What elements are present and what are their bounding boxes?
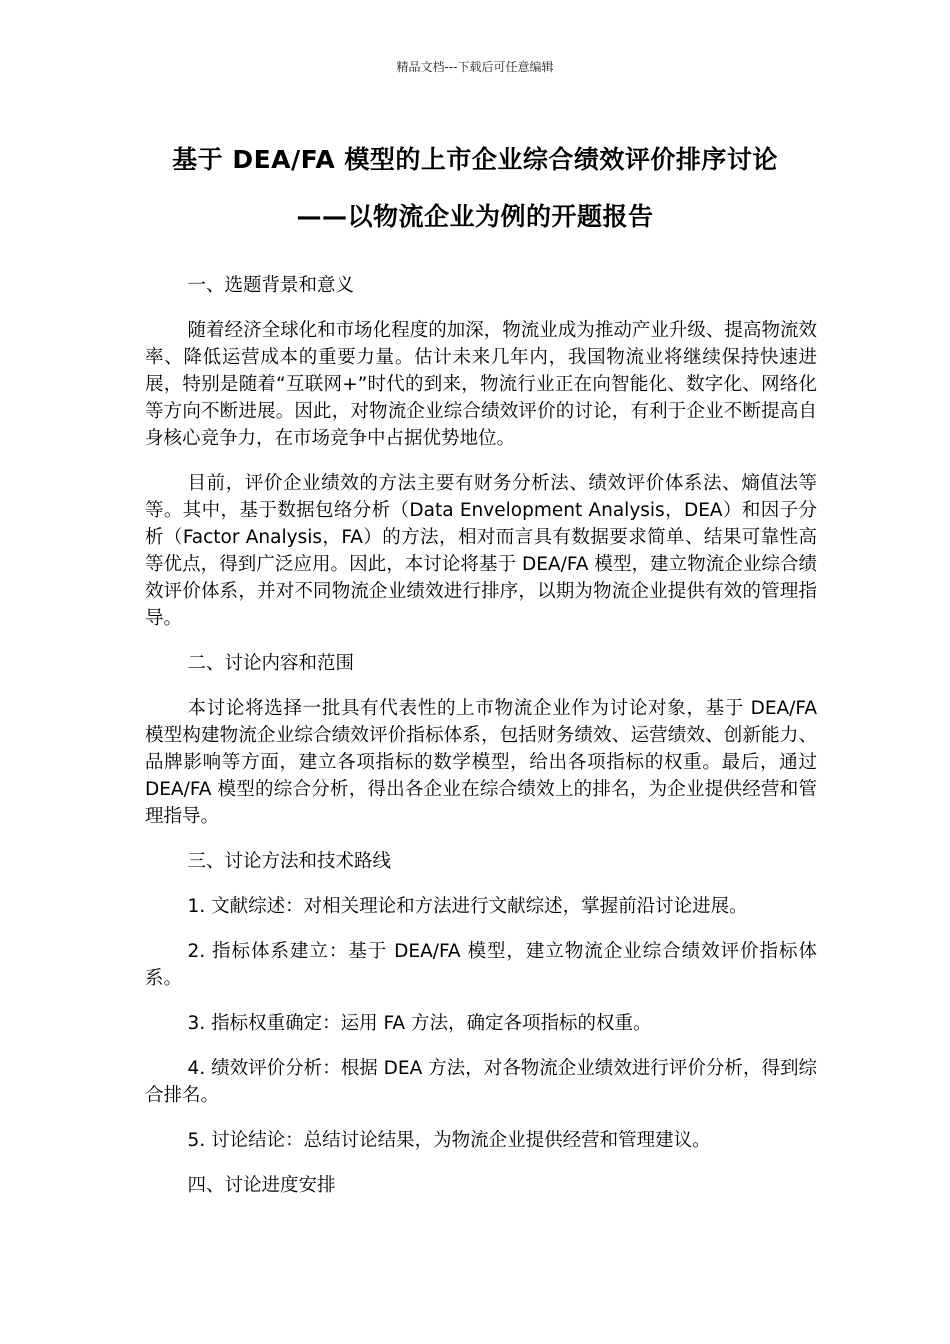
document-title-line-2: ——以物流企业为例的开题报告 — [296, 202, 654, 231]
page-header: 精品文档---下载后可任意编辑 — [396, 60, 554, 74]
section-3-item-1: 1. 文献综述：对相关理论和方法进行文献综述，掌握前沿讨论进展。 — [187, 896, 748, 917]
section-2-paragraph-1: 本讨论将选择一批具有代表性的上市物流企业作为讨论对象，基于 DEA/FA 模型构建物流企业综合绩效评价指标体系，包括财务绩效、运营绩效、创新能力、品牌影响等方面，建立各项指标的数学模型，给出各项指标的权重。最后，通过 DEA/FA 模型的综合分析，得出各企业在综合绩效上的排名，为企业提供经营和管理指导。 — [145, 698, 817, 827]
section-1-paragraph-2: 目前，评价企业绩效的方法主要有财务分析法、绩效评价体系法、熵值法等等。其中，基于数据包络分析（Data Envelopment Analysis，DEA）和因子分析（Factor Analysis，FA）的方法，相对而言具有数据要求简单、结果可靠性高等优点，得到广泛应用。因此，本讨论将基于 DEA/FA 模型，建立物流企业综合绩效评价体系，并对不同物流企业绩效进行排序，以期为物流企业提供有效的管理指导。 — [145, 473, 817, 629]
section-3-item-3: 3. 指标权重确定：运用 FA 方法，确定各项指标的权重。 — [187, 1013, 652, 1034]
section-1-heading: 一、选题背景和意义 — [187, 275, 355, 296]
section-1-paragraph-1: 随着经济全球化和市场化程度的加深，物流业成为推动产业升级、提高物流效率、降低运营成本的重要力量。估计未来几年内，我国物流业将继续保持快速进展，特别是随着“互联网+”时代的到来，物流行业正在向智能化、数字化、网络化等方向不断进展。因此，对物流企业综合绩效评价的讨论，有利于企业不断提高自身核心竞争力，在市场竞争中占据优势地位。 — [145, 320, 817, 449]
section-3-item-5: 5. 讨论结论：总结讨论结果，为物流企业提供经营和管理建议。 — [187, 1130, 711, 1151]
section-3-item-4: 4. 绩效评价分析：根据 DEA 方法，对各物流企业绩效进行评价分析，得到综合排名。 — [145, 1058, 817, 1106]
document-body — [145, 272, 817, 1217]
section-3-item-2: 2. 指标体系建立：基于 DEA/FA 模型，建立物流企业综合绩效评价指标体系。 — [145, 941, 817, 989]
section-4-heading: 四、讨论进度安排 — [187, 1175, 336, 1196]
document-title-line-1: 基于 DEA/FA 模型的上市企业综合绩效评价排序讨论 — [172, 145, 778, 174]
section-3-heading: 三、讨论方法和技术路线 — [187, 851, 392, 872]
section-2-heading: 二、讨论内容和范围 — [187, 653, 355, 674]
